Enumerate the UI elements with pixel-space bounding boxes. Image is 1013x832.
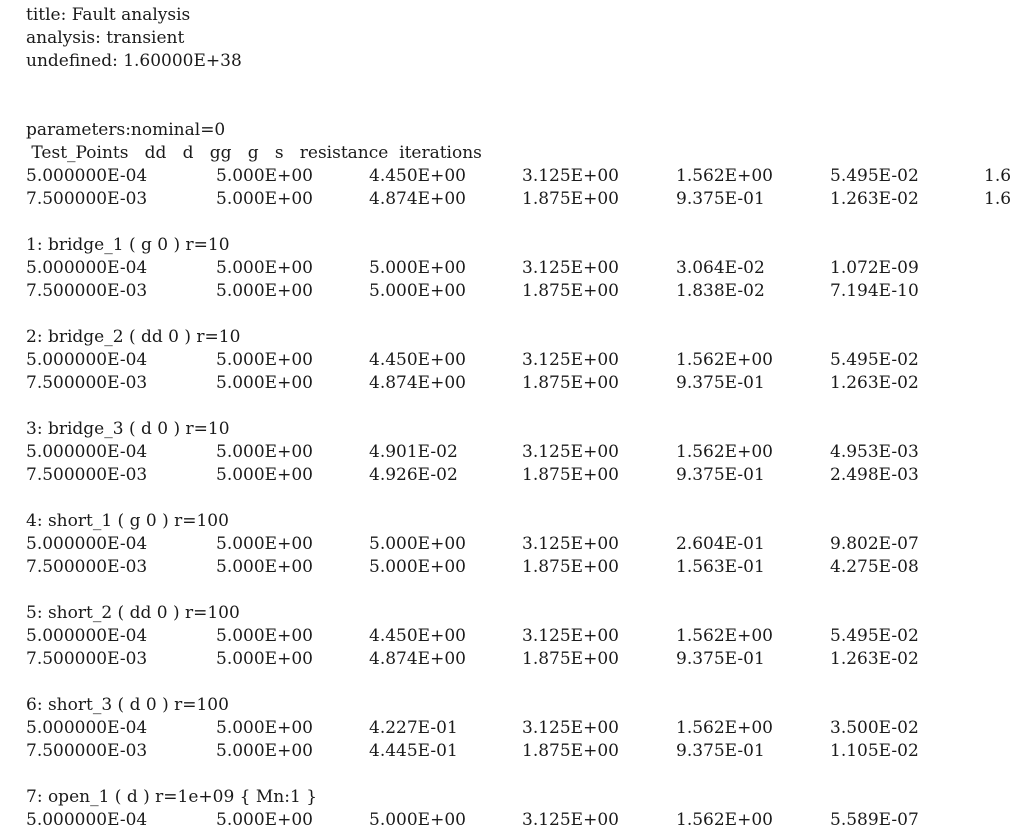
fault-section [26,395,1013,487]
table-cell: 1.562E+00 [676,166,773,186]
fault-analysis-output [26,4,1013,830]
table-cell: 9.375E-01 [676,373,765,393]
table-row [26,372,1013,395]
table-cell: 5.000000E-04 [26,534,148,554]
table-cell: 9.375E-01 [676,649,765,669]
table-row [26,717,1013,740]
table-cell: 5.000E+00 [369,281,466,301]
fault-section [26,487,1013,579]
table-cell: 5.000E+00 [369,258,466,278]
table-row [26,625,1013,648]
table-cell: 5.000000E-04 [26,442,148,462]
table-cell: 1.875E+00 [522,649,619,669]
table-cell: 2.604E-01 [676,534,765,554]
table-cell: 3.125E+00 [522,166,619,186]
table-row [26,188,1013,211]
table-cell: 5.000000E-04 [26,258,148,278]
fault-label: 6: short_3 ( d 0 ) r=100 [26,695,229,715]
table-cell: 5.000000E-04 [26,718,148,738]
nominal-label: parameters:nominal=0 [26,120,226,140]
spacer [26,303,1013,326]
table-cell: 4.445E-01 [369,741,458,761]
table-cell: 5.000E+00 [216,534,313,554]
undefined-line: undefined: 1.60000E+38 [26,51,242,71]
table-cell: 7.500000E-03 [26,281,148,301]
table-cell: 5.000E+00 [216,557,313,577]
table-cell: 5.000E+00 [369,810,466,830]
table-row [26,809,1013,832]
table-cell: 3.125E+00 [522,534,619,554]
fault-label: 4: short_1 ( g 0 ) r=100 [26,511,229,531]
table-cell: 7.500000E-03 [26,465,148,485]
table-cell: 4.450E+00 [369,626,466,646]
table-row [26,648,1013,671]
table-cell: 1.6 [984,189,1012,209]
table-cell: 4.450E+00 [369,350,466,370]
table-cell: 4.874E+00 [369,373,466,393]
table-cell: 5.000E+00 [216,166,313,186]
fault-label: 5: short_2 ( dd 0 ) r=100 [26,603,240,623]
table-cell: 5.000E+00 [369,534,466,554]
fault-section [26,671,1013,763]
table-cell: 7.500000E-03 [26,373,148,393]
table-cell: 5.000E+00 [216,258,313,278]
table-row [26,556,1013,579]
spacer [26,579,1013,602]
nominal-rows [26,165,1013,211]
table-cell: 3.125E+00 [522,350,619,370]
fault-section [26,211,1013,303]
table-cell: 9.375E-01 [676,741,765,761]
table-row [26,257,1013,280]
spacer [26,73,1013,119]
table-cell: 1.875E+00 [522,189,619,209]
spacer [26,671,1013,694]
table-cell: 3.125E+00 [522,442,619,462]
table-cell: 5.000E+00 [216,626,313,646]
table-cell: 3.125E+00 [522,810,619,830]
table-cell: 7.500000E-03 [26,557,148,577]
spacer [26,763,1013,786]
table-cell: 1.875E+00 [522,373,619,393]
table-cell: 5.495E-02 [830,626,919,646]
table-cell: 4.953E-03 [830,442,919,462]
table-cell: 4.450E+00 [369,166,466,186]
table-cell: 1.563E-01 [676,557,765,577]
fault-section [26,579,1013,671]
table-row [26,441,1013,464]
table-cell: 1.562E+00 [676,718,773,738]
table-cell: 1.105E-02 [830,741,919,761]
fault-label: 3: bridge_3 ( d 0 ) r=10 [26,419,230,439]
table-cell: 9.375E-01 [676,465,765,485]
table-cell: 5.495E-02 [830,166,919,186]
table-cell: 2.498E-03 [830,465,919,485]
fault-sections [26,211,1013,832]
table-row [26,533,1013,556]
table-cell: 5.000E+00 [216,442,313,462]
table-cell: 5.000E+00 [216,718,313,738]
table-cell: 4.275E-08 [830,557,919,577]
table-cell: 1.875E+00 [522,465,619,485]
table-cell: 1.6 [984,166,1012,186]
table-cell: 1.562E+00 [676,350,773,370]
table-cell: 5.000E+00 [216,465,313,485]
table-row [26,740,1013,763]
spacer [26,395,1013,418]
table-row [26,464,1013,487]
table-cell: 5.000000E-04 [26,810,148,830]
column-headers: Test_Points dd d gg g s resistance iterations [26,143,482,163]
table-cell: 7.500000E-03 [26,741,148,761]
table-cell: 5.000E+00 [216,189,313,209]
title-line: title: Fault analysis [26,5,191,25]
table-cell: 5.000000E-04 [26,350,148,370]
table-cell: 5.000E+00 [216,810,313,830]
table-cell: 5.000E+00 [216,281,313,301]
table-cell: 4.926E-02 [369,465,458,485]
table-cell: 1.562E+00 [676,626,773,646]
nominal-section [26,119,1013,211]
table-cell: 5.589E-07 [830,810,919,830]
table-cell: 1.263E-02 [830,649,919,669]
table-cell: 1.072E-09 [830,258,919,278]
table-cell: 9.375E-01 [676,189,765,209]
table-cell: 4.227E-01 [369,718,458,738]
table-cell: 7.194E-10 [830,281,919,301]
fault-label: 2: bridge_2 ( dd 0 ) r=10 [26,327,241,347]
table-cell: 5.000E+00 [216,350,313,370]
table-cell: 7.500000E-03 [26,189,148,209]
fault-label: 7: open_1 ( d ) r=1e+09 { Mn:1 } [26,787,318,807]
table-cell: 5.000E+00 [216,649,313,669]
table-cell: 5.000E+00 [216,373,313,393]
table-cell: 5.000000E-04 [26,166,148,186]
table-cell: 3.125E+00 [522,626,619,646]
table-cell: 5.000E+00 [216,741,313,761]
table-cell: 3.125E+00 [522,718,619,738]
table-cell: 4.874E+00 [369,189,466,209]
fault-section [26,763,1013,832]
table-cell: 1.263E-02 [830,189,919,209]
spacer [26,487,1013,510]
table-cell: 1.875E+00 [522,281,619,301]
table-cell: 3.500E-02 [830,718,919,738]
table-cell: 1.562E+00 [676,810,773,830]
table-cell: 5.000000E-04 [26,626,148,646]
table-row [26,349,1013,372]
analysis-line: analysis: transient [26,28,185,48]
table-cell: 9.802E-07 [830,534,919,554]
table-cell: 7.500000E-03 [26,649,148,669]
table-row [26,280,1013,303]
table-row [26,165,1013,188]
fault-label: 1: bridge_1 ( g 0 ) r=10 [26,235,230,255]
spacer [26,211,1013,234]
table-cell: 1.875E+00 [522,741,619,761]
table-cell: 1.875E+00 [522,557,619,577]
table-cell: 4.901E-02 [369,442,458,462]
table-cell: 3.064E-02 [676,258,765,278]
table-cell: 1.562E+00 [676,442,773,462]
fault-section [26,303,1013,395]
table-cell: 1.838E-02 [676,281,765,301]
table-cell: 5.000E+00 [369,557,466,577]
table-cell: 3.125E+00 [522,258,619,278]
table-cell: 4.874E+00 [369,649,466,669]
table-cell: 5.495E-02 [830,350,919,370]
table-cell: 1.263E-02 [830,373,919,393]
